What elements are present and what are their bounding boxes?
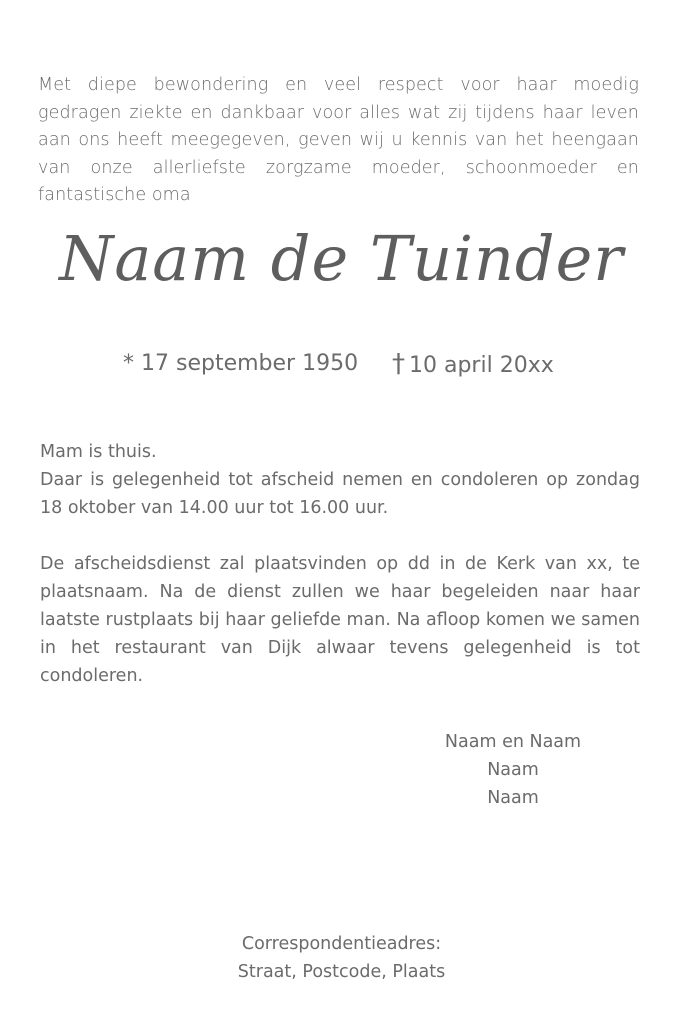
signature-line: Naam en Naam (444, 732, 582, 752)
correspondence-label: Correspondentieadres: (241, 934, 442, 954)
service-text: De afscheidsdienst zal plaatsvinden op dd in de Kerk van xx, te plaatsnaam. Na de dienst zullen we haar begeleiden naar haar laatste rustplaats bij haar geliefde man. Na afloop komen we samen in het restaurant van Dijk alwaar tevens gelegenheid is tot condoleren. (40, 554, 640, 686)
cross-icon: † (392, 349, 405, 379)
name-block (0, 214, 683, 304)
deceased-name: Naam de Tuinder (59, 222, 624, 295)
visitation-line-1: Mam is thuis. (40, 442, 157, 462)
service-paragraph (40, 550, 640, 690)
signature-line: Naam (487, 760, 539, 780)
death-date-group (392, 346, 554, 384)
death-date: 10 april 20xx (409, 353, 554, 378)
birth-date: * 17 september 1950 (123, 351, 359, 376)
intro-text: Met diepe bewondering en veel respect voor haar moedig gedragen ziekte en dankbaar voor alles wat zij tijdens haar leven aan ons heeft meegegeven, geven wij u kennis van het heengaan van onze allerliefste zorgzame moeder, schoonmoeder en fantastische oma (38, 75, 639, 205)
visitation-line-2: Daar is gelegenheid tot afscheid nemen en condoleren op zondag 18 oktober van 14.00 uur tot 16.00 uur. (40, 470, 640, 518)
correspondence-block (0, 930, 683, 986)
visitation-paragraph (40, 438, 640, 522)
signature-line: Naam (487, 788, 539, 808)
dates-row (0, 346, 683, 382)
correspondence-address: Straat, Postcode, Plaats (237, 962, 446, 982)
signature-block (420, 728, 606, 812)
